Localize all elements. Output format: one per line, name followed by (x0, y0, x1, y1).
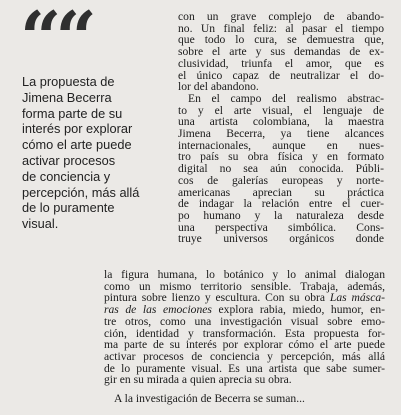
pull-quote-line: forma parte de su (22, 105, 123, 121)
pull-quote-line: Jimena Becerra (22, 89, 112, 105)
article-line: activar procesos de conciencia y percepción, más allá (104, 349, 385, 363)
article-line: como un mismo territorio sensible. Trabaja, además, (104, 279, 385, 293)
artwork-title: ras de las emociones (104, 303, 212, 317)
article-line: pintura sobre lienzo y escultura. Con su obra Las másca- (104, 291, 386, 305)
article-line: to y el arte visual, el lenguaje de (178, 103, 384, 117)
article-line: una artista colombiana, la maestra (178, 115, 384, 129)
article-line: la figura humana, lo botánico y lo animal dialogan (104, 268, 385, 281)
pull-quote-line: interés por explorar (22, 121, 133, 137)
article-line: americanas aprecian su práctica (178, 185, 384, 199)
pull-quote-line: activar procesos (22, 152, 116, 168)
article-line: Jimena Becerra, ya tiene alcances (178, 127, 384, 141)
article-wide-block (104, 269, 385, 386)
article-line: sobre el arte y sus demandas de ex- (178, 45, 384, 59)
artwork-title: Las másca- (329, 291, 386, 305)
article-line: ción, identidad y transformación. Esta propuesta for- (104, 326, 385, 340)
pull-quote-line: La propuesta de (22, 74, 115, 89)
article-column (178, 11, 384, 245)
pull-quote-line: cómo el arte puede (22, 137, 132, 153)
article-line: que todo lo cura, se demuestra que, (178, 33, 384, 47)
article-line: A la investigación de Becerra se suman... (114, 392, 305, 405)
article-line: ras de las emociones explora rabia, miedo, humor, en- (104, 303, 385, 317)
article-line: de lo puramente visual. Es una artista que sabe sumer- (104, 361, 385, 375)
article-line: no. Un final feliz: al pasar el tiempo (178, 21, 384, 35)
pull-quote-line: visual. (22, 216, 59, 232)
pull-quote-line: de lo puramente (22, 200, 115, 216)
article-line: tro país su obra física y en formato (178, 150, 384, 164)
article-line: gir en su mirada a quien aprecia su obra. (104, 373, 292, 387)
article-line: lor del abandono. (178, 80, 259, 94)
article-line: En el campo del realismo abstrac- (188, 91, 384, 105)
article-line: po humano y la naturaleza desde (178, 208, 384, 222)
article-line: de indagar la relación entre el cuer- (178, 197, 384, 211)
article-line: ma parte de su interés por explorar cómo el arte puede (104, 338, 385, 352)
pull-quote-box (20, 0, 192, 232)
article-line: digital no sea aún conocida. Públi- (178, 162, 384, 176)
article-line: internacionales, aunque en nues- (178, 138, 384, 152)
pull-quote-line: de conciencia y (22, 168, 111, 184)
quote-mark-icon: ““ (20, 0, 91, 80)
article-line: el único capaz de neutralizar el do- (178, 68, 384, 82)
article-line: una perspectiva simbólica. Cons- (178, 220, 384, 234)
article-cut-line (104, 392, 385, 405)
article-line: clusividad, triunfa el amor, que es (178, 56, 384, 70)
article-line: tre otros, como una investigación visual sobre emo- (104, 314, 385, 328)
article-line: cos de galerías europeas y norte- (178, 173, 384, 187)
pull-quote-text (22, 74, 192, 232)
pull-quote-line: percepción, más allá (22, 184, 140, 200)
article-line: truye universos orgánicos donde (178, 232, 384, 246)
article-line: con un grave complejo de abando- (178, 10, 384, 23)
